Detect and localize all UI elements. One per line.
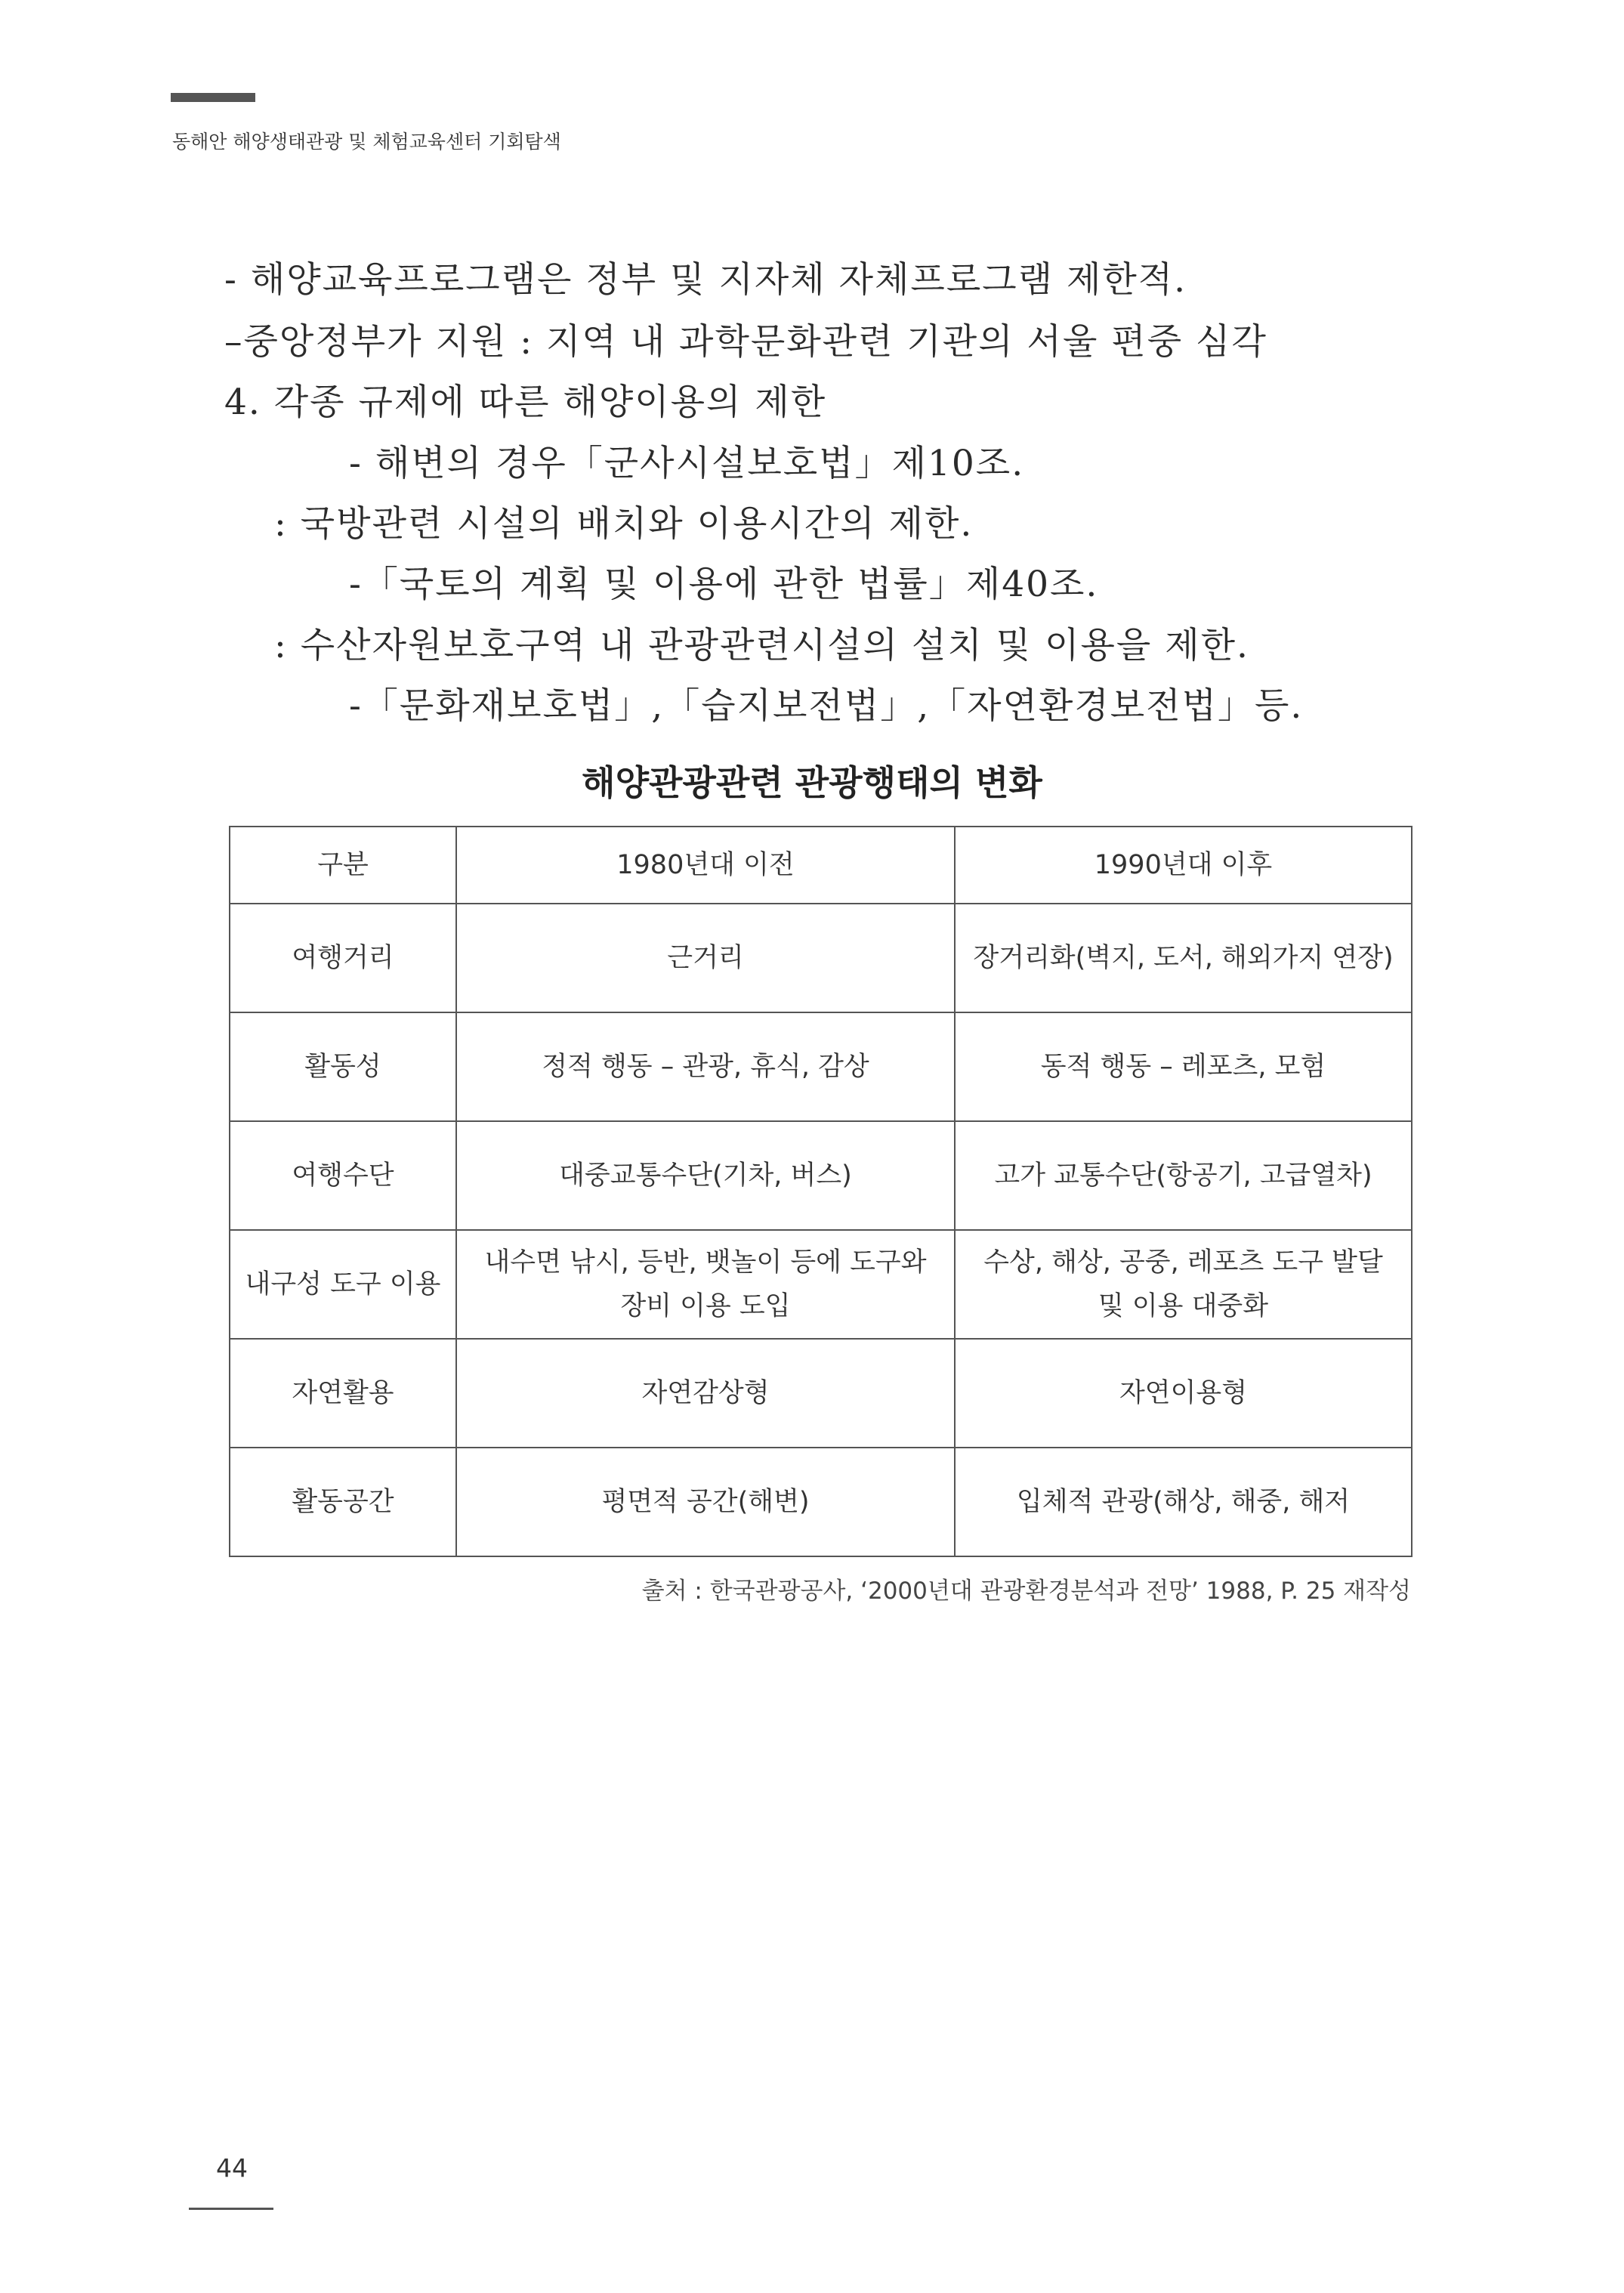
table-row — [230, 1012, 1412, 1121]
table-cell: 내수면 낚시, 등반, 뱃놀이 등에 도구와 장비 이용 도입 — [456, 1230, 955, 1339]
body-line: : 수산자원보호구역 내 관광관련시설의 설치 및 이용을 제한. — [274, 625, 1250, 666]
table-title: 해양관광관련 관광행태의 변화 — [582, 762, 1042, 803]
table-cell: 고가 교통수단(항공기, 고급열차) — [955, 1121, 1412, 1230]
table-cell: 자연이용형 — [955, 1339, 1412, 1448]
body-line: -「국토의 계획 및 이용에 관한 법률」제40조. — [349, 564, 1099, 605]
table-source-note: 출처 : 한국관광공사, ‘2000년대 관광환경분석과 전망’ 1988, P. 25 재작성 — [641, 1578, 1411, 1605]
page-number: 44 — [216, 2153, 248, 2183]
table-row — [230, 1121, 1412, 1230]
footer-rule — [189, 2208, 273, 2210]
table-cell: 내구성 도구 이용 — [230, 1230, 456, 1339]
table-row — [230, 1230, 1412, 1339]
header-rule — [171, 93, 255, 102]
table-cell: 입체적 관광(해상, 해중, 해저 — [955, 1448, 1412, 1556]
table-cell: 장거리화(벽지, 도서, 해외가지 연장) — [955, 904, 1412, 1012]
table-cell: 활동공간 — [230, 1448, 456, 1556]
table-cell: 여행거리 — [230, 904, 456, 1012]
table-row — [230, 1339, 1412, 1448]
table-cell: 자연활용 — [230, 1339, 456, 1448]
body-line: –중앙정부가 지원 : 지역 내 과학문화관련 기관의 서울 편중 심각 — [224, 321, 1267, 363]
body-line: - 해양교육프로그램은 정부 및 지자체 자체프로그램 제한적. — [224, 259, 1187, 301]
table-cell: 여행수단 — [230, 1121, 456, 1230]
comparison-table — [229, 826, 1413, 1557]
table-cell: 대중교통수단(기차, 버스) — [456, 1121, 955, 1230]
table-cell: 활동성 — [230, 1012, 456, 1121]
table-cell: 평면적 공간(해변) — [456, 1448, 955, 1556]
body-line: -「문화재보호법」,「습지보전법」,「자연환경보전법」등. — [349, 685, 1304, 727]
body-line: 4. 각종 규제에 따른 해양이용의 제한 — [224, 382, 827, 423]
body-line: : 국방관련 시설의 배치와 이용시간의 제한. — [274, 503, 974, 545]
body-line: - 해변의 경우「군사시설보호법」제10조. — [349, 443, 1025, 484]
running-title: 동해안 해양생태관광 및 체험교육센터 기회탐색 — [172, 131, 561, 153]
table-header-row — [230, 827, 1412, 904]
table-cell: 근거리 — [456, 904, 955, 1012]
table-cell: 동적 행동 – 레포츠, 모험 — [955, 1012, 1412, 1121]
table-row — [230, 1448, 1412, 1556]
header-cell: 1980년대 이전 — [456, 827, 955, 904]
table-cell: 자연감상형 — [456, 1339, 955, 1448]
table-cell: 정적 행동 – 관광, 휴식, 감상 — [456, 1012, 955, 1121]
table-row — [230, 904, 1412, 1012]
table-cell: 수상, 해상, 공중, 레포츠 도구 발달 및 이용 대중화 — [955, 1230, 1412, 1339]
header-cell: 1990년대 이후 — [955, 827, 1412, 904]
header-cell: 구분 — [230, 827, 456, 904]
